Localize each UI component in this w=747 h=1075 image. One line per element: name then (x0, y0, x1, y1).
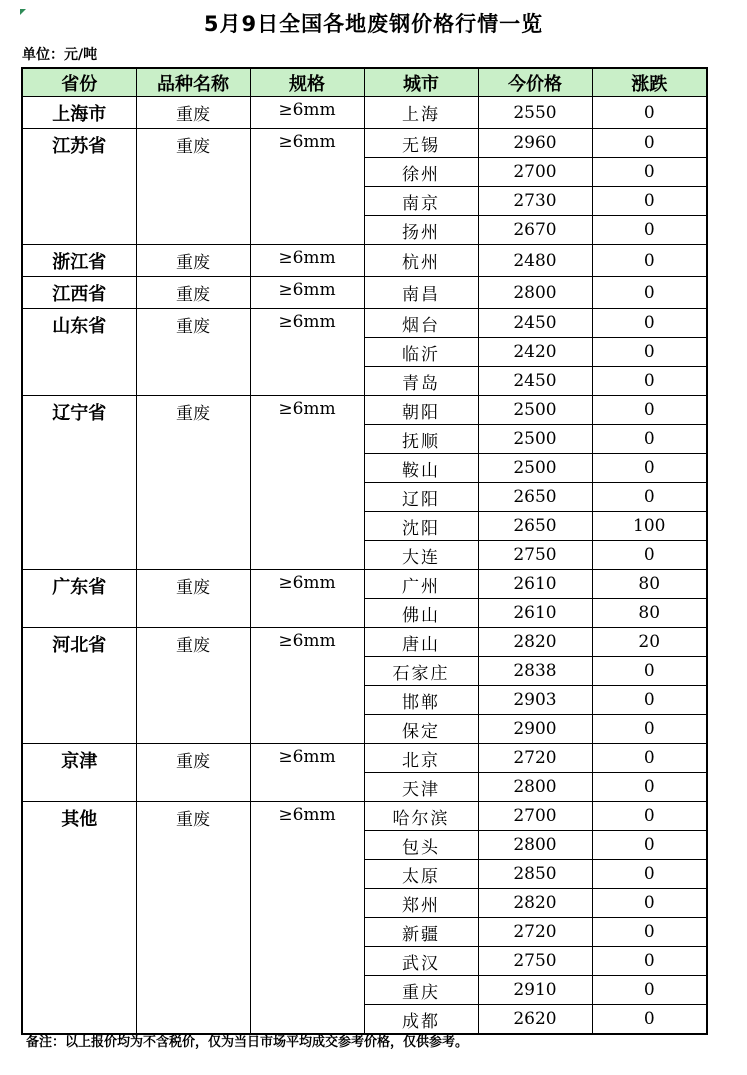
change-cell: 20 (592, 628, 707, 657)
province-cell: 江苏省 (22, 129, 136, 245)
variety-cell: 重废 (136, 277, 250, 309)
spec-cell: ≥6mm (250, 628, 364, 744)
price-cell: 2420 (478, 338, 592, 367)
table-row (22, 277, 707, 309)
city-cell: 太原 (364, 860, 478, 889)
header-city: 城市 (364, 68, 478, 97)
change-cell: 80 (592, 599, 707, 628)
price-cell: 2650 (478, 483, 592, 512)
change-cell: 0 (592, 802, 707, 831)
price-cell: 2720 (478, 918, 592, 947)
table-body (22, 97, 707, 1035)
table-row (22, 309, 707, 338)
price-cell: 2610 (478, 599, 592, 628)
change-cell: 80 (592, 570, 707, 599)
change-cell: 0 (592, 338, 707, 367)
province-cell: 浙江省 (22, 245, 136, 277)
city-cell: 辽阳 (364, 483, 478, 512)
change-cell: 0 (592, 158, 707, 187)
change-cell: 0 (592, 744, 707, 773)
price-cell: 2500 (478, 425, 592, 454)
city-cell: 鞍山 (364, 454, 478, 483)
spec-cell: ≥6mm (250, 570, 364, 628)
spec-cell: ≥6mm (250, 744, 364, 802)
change-cell: 0 (592, 277, 707, 309)
price-cell: 2800 (478, 277, 592, 309)
price-cell: 2700 (478, 158, 592, 187)
city-cell: 烟台 (364, 309, 478, 338)
change-cell: 0 (592, 773, 707, 802)
province-cell: 江西省 (22, 277, 136, 309)
province-cell: 河北省 (22, 628, 136, 744)
price-cell: 2838 (478, 657, 592, 686)
spec-cell: ≥6mm (250, 396, 364, 570)
province-cell: 其他 (22, 802, 136, 1035)
price-cell: 2610 (478, 570, 592, 599)
change-cell: 0 (592, 245, 707, 277)
city-cell: 上海 (364, 97, 478, 129)
change-cell: 0 (592, 889, 707, 918)
city-cell: 南昌 (364, 277, 478, 309)
city-cell: 天津 (364, 773, 478, 802)
change-cell: 0 (592, 831, 707, 860)
variety-cell: 重废 (136, 309, 250, 396)
price-cell: 2750 (478, 947, 592, 976)
city-cell: 唐山 (364, 628, 478, 657)
change-cell: 0 (592, 454, 707, 483)
unit-label: 单位：元/吨 (22, 47, 98, 63)
change-cell: 0 (592, 715, 707, 744)
price-cell: 2450 (478, 309, 592, 338)
province-cell: 广东省 (22, 570, 136, 628)
change-cell: 0 (592, 860, 707, 889)
price-cell: 2670 (478, 216, 592, 245)
price-cell: 2500 (478, 396, 592, 425)
price-cell: 2800 (478, 773, 592, 802)
price-cell: 2820 (478, 889, 592, 918)
variety-cell: 重废 (136, 97, 250, 129)
change-cell: 0 (592, 918, 707, 947)
city-cell: 保定 (364, 715, 478, 744)
city-cell: 包头 (364, 831, 478, 860)
price-cell: 2800 (478, 831, 592, 860)
table-row (22, 744, 707, 773)
header-spec: 规格 (250, 68, 364, 97)
header-variety: 品种名称 (136, 68, 250, 97)
change-cell: 0 (592, 97, 707, 129)
province-cell: 山东省 (22, 309, 136, 396)
city-cell: 郑州 (364, 889, 478, 918)
city-cell: 广州 (364, 570, 478, 599)
spec-cell: ≥6mm (250, 802, 364, 1035)
variety-cell: 重废 (136, 396, 250, 570)
city-cell: 重庆 (364, 976, 478, 1005)
city-cell: 北京 (364, 744, 478, 773)
spec-cell: ≥6mm (250, 245, 364, 277)
variety-cell: 重废 (136, 570, 250, 628)
city-cell: 徐州 (364, 158, 478, 187)
price-cell: 2700 (478, 802, 592, 831)
table-row (22, 129, 707, 158)
spec-cell: ≥6mm (250, 277, 364, 309)
price-cell: 2820 (478, 628, 592, 657)
table-row (22, 396, 707, 425)
city-cell: 新疆 (364, 918, 478, 947)
spec-cell: ≥6mm (250, 97, 364, 129)
change-cell: 0 (592, 686, 707, 715)
change-cell: 0 (592, 947, 707, 976)
change-cell: 0 (592, 483, 707, 512)
city-cell: 抚顺 (364, 425, 478, 454)
price-cell: 2903 (478, 686, 592, 715)
city-cell: 临沂 (364, 338, 478, 367)
change-cell: 0 (592, 187, 707, 216)
header-price: 今价格 (478, 68, 592, 97)
price-cell: 2900 (478, 715, 592, 744)
footnote: 备注：以上报价均为不含税价，仅为当日市场平均成交参考价格，仅供参考。 (26, 1035, 469, 1050)
city-cell: 扬州 (364, 216, 478, 245)
change-cell: 0 (592, 367, 707, 396)
table-row (22, 628, 707, 657)
city-cell: 无锡 (364, 129, 478, 158)
province-cell: 京津 (22, 744, 136, 802)
city-cell: 石家庄 (364, 657, 478, 686)
change-cell: 0 (592, 1005, 707, 1035)
table-row (22, 802, 707, 831)
city-cell: 武汉 (364, 947, 478, 976)
table-row (22, 97, 707, 129)
variety-cell: 重废 (136, 802, 250, 1035)
change-cell: 0 (592, 657, 707, 686)
city-cell: 朝阳 (364, 396, 478, 425)
change-cell: 0 (592, 976, 707, 1005)
table-row (22, 245, 707, 277)
change-cell: 0 (592, 541, 707, 570)
price-table (21, 67, 708, 1035)
city-cell: 佛山 (364, 599, 478, 628)
change-cell: 0 (592, 216, 707, 245)
variety-cell: 重废 (136, 129, 250, 245)
city-cell: 沈阳 (364, 512, 478, 541)
city-cell: 杭州 (364, 245, 478, 277)
price-cell: 2720 (478, 744, 592, 773)
variety-cell: 重废 (136, 744, 250, 802)
change-cell: 0 (592, 129, 707, 158)
price-cell: 2650 (478, 512, 592, 541)
header-change: 涨跌 (592, 68, 707, 97)
price-cell: 2620 (478, 1005, 592, 1035)
header-row (22, 68, 707, 97)
price-cell: 2450 (478, 367, 592, 396)
spec-cell: ≥6mm (250, 129, 364, 245)
price-cell: 2550 (478, 97, 592, 129)
price-cell: 2750 (478, 541, 592, 570)
price-cell: 2500 (478, 454, 592, 483)
price-cell: 2850 (478, 860, 592, 889)
city-cell: 南京 (364, 187, 478, 216)
variety-cell: 重废 (136, 628, 250, 744)
city-cell: 哈尔滨 (364, 802, 478, 831)
price-cell: 2480 (478, 245, 592, 277)
city-cell: 大连 (364, 541, 478, 570)
change-cell: 0 (592, 425, 707, 454)
province-cell: 辽宁省 (22, 396, 136, 570)
price-cell: 2730 (478, 187, 592, 216)
change-cell: 0 (592, 396, 707, 425)
price-cell: 2960 (478, 129, 592, 158)
province-cell: 上海市 (22, 97, 136, 129)
variety-cell: 重废 (136, 245, 250, 277)
change-cell: 0 (592, 309, 707, 338)
city-cell: 青岛 (364, 367, 478, 396)
city-cell: 邯郸 (364, 686, 478, 715)
change-cell: 100 (592, 512, 707, 541)
city-cell: 成都 (364, 1005, 478, 1035)
price-cell: 2910 (478, 976, 592, 1005)
spec-cell: ≥6mm (250, 309, 364, 396)
header-province: 省份 (22, 68, 136, 97)
table-row (22, 570, 707, 599)
page-title: 5月9日全国各地废钢价格行情一览 (203, 12, 544, 36)
